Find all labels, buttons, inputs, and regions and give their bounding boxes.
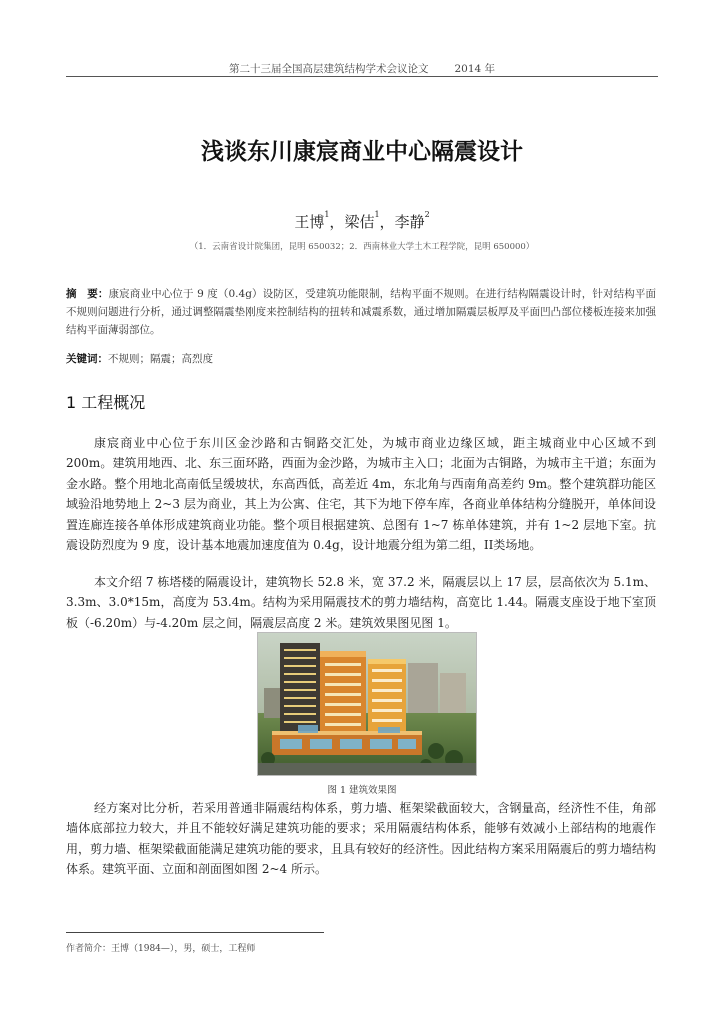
keywords-text: 不规则；隔震；高烈度 [108, 353, 213, 365]
author-name: 李静 [394, 213, 425, 231]
building-illustration [258, 633, 476, 775]
paragraph-text: 康宸商业中心位于东川区金沙路和古铜路交汇处，为城市商业边缘区域，距主城商业中心区域不到200m。建筑用地西、北、东三面环路，西面为金沙路，为城市主入口；北面为古铜路，为城市主干道；东面为金水路。整个用地北高南低呈缓坡状，东高西低，高差近 4m，东北角与西南角高差约 9m。整个建筑群功能区域验沿地势地上 2~3 层为商业，其上为公寓、住宅，其下为地下停车库，各商业单体结构分缝脱开，单体间设置连廊连接各单体形成建筑商业功能。整个项目根据建筑、总图有 1~7 栋单体建筑，并有 1~2 层地下室。抗震设防烈度为 9 度，设计基本地震加速度值为 0.4g，设计地震分组为第二组，II类场地。 [66, 436, 656, 553]
journal-name: 第二十三届全国高层建筑结构学术会议论文 [228, 63, 429, 75]
body-paragraph [66, 433, 656, 555]
running-header [0, 61, 724, 76]
footnote-divider [66, 932, 324, 933]
body-paragraph [66, 572, 656, 633]
author-affil-mark: 1 [324, 210, 330, 219]
figure-caption: 图 1 建筑效果图 [327, 785, 397, 796]
paper-title: 浅谈东川康宸商业中心隔震设计 [201, 139, 523, 165]
paragraph-text: 经方案对比分析，若采用普通非隔震结构体系，剪力墙、框架梁截面较大，含钢量高，经济性不佳，角部墙体底部拉力较大，并且不能较好满足建筑功能的要求；采用隔震结构体系，能够有效减小上部结构的地震作用，剪力墙、框架梁截面能满足建筑功能的要求，且具有较好的经济性。因此结构方案采用隔震后的剪力墙结构体系。建筑平面、立面和剖面图如图 2~4 所示。 [66, 801, 656, 877]
author-affil-mark: 1 [374, 210, 380, 219]
body-paragraph [66, 798, 656, 880]
keywords [66, 351, 656, 366]
author-affil-mark: 2 [424, 210, 430, 219]
keywords-label: 关键词： [66, 353, 108, 365]
author-footnote: 作者简介：王博（1984—），男，硕士，工程师 [66, 944, 256, 954]
abstract-label: 摘 要： [66, 288, 109, 300]
paragraph-text: 本文介绍 7 栋塔楼的隔震设计，建筑物长 52.8 米，宽 37.2 米，隔震层以上 17 层，层高依次为 5.1m、3.3m、3.0*15m，高度为 53.4m。结构为采用隔震技术的剪力墙结构，高宽比 1.44。隔震支座设于地下室顶板（-6.20m）与-4.20m 层之间，隔震层高度 2 米。建筑效果图见图 1。 [66, 575, 656, 630]
header-divider [66, 76, 658, 77]
author-separator: ， [329, 213, 345, 231]
author-name: 梁佶 [344, 213, 375, 231]
affiliations: （1．云南省设计院集团，昆明 650032；2．西南林业大学土木工程学院，昆明 650000） [189, 242, 535, 252]
building-rendering-image [257, 632, 477, 776]
author-name: 王博 [294, 213, 325, 231]
author-list [0, 211, 724, 232]
section-heading: 1 工程概况 [66, 393, 146, 412]
author-separator: ， [379, 213, 395, 231]
header-year: 2014 年 [454, 63, 496, 75]
abstract-text: 康宸商业中心位于 9 度（0.4g）设防区，受建筑功能限制，结构平面不规则。在进行结构隔震设计时，针对结构平面不规则问题进行分析，通过调整隔震垫刚度来控制结构的扭转和减震系数，通过增加隔震层板厚及平面凹凸部位楼板连接来加强结构平面薄弱部位。 [66, 288, 657, 336]
abstract [66, 285, 656, 339]
